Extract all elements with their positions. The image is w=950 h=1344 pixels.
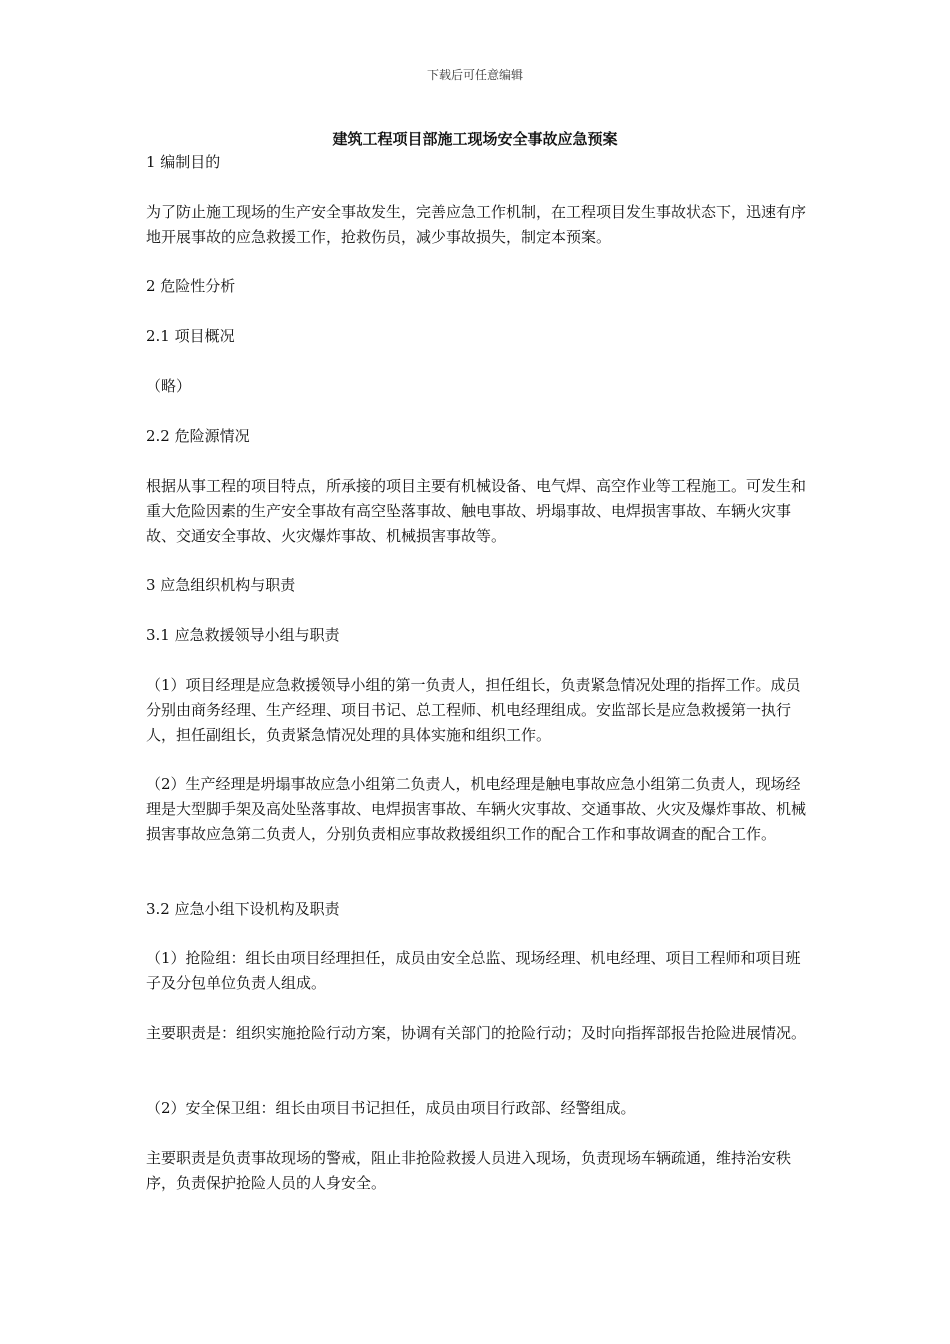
subsection-heading-2-2: 2.2 危险源情况 bbox=[146, 427, 250, 445]
paragraph-rescue-duties: 主要职责是：组织实施抢险行动方案，协调有关部门的抢险行动；及时向指挥部报告抢险进展情况。 bbox=[146, 1024, 807, 1042]
section-heading-3: 3 应急组织机构与职责 bbox=[146, 576, 296, 594]
subsection-heading-3-1: 3.1 应急救援领导小组与职责 bbox=[146, 626, 340, 644]
paragraph-omitted: （略） bbox=[146, 377, 192, 395]
paragraph-leadership-2: （2）生产经理是坍塌事故应急小组第二负责人，机电经理是触电事故应急小组第二负责人，现场经理是大型脚手架及高处坠落事故、电焊损害事故、车辆火灾事故、交通事故、火灾及爆炸事故、机械损害事故应急第二负责人，分别负责相应事故救援组织工作的配合工作和事故调查的配合工作。 bbox=[146, 775, 807, 843]
section-heading-1: 1 编制目的 bbox=[146, 153, 221, 171]
document-title: 建筑工程项目部施工现场安全事故应急预案 bbox=[332, 130, 618, 148]
subsection-heading-3-2: 3.2 应急小组下设机构及职责 bbox=[146, 900, 340, 918]
paragraph-hazards: 根据从事工程的项目特点，所承接的项目主要有机械设备、电气焊、高空作业等工程施工。可发生和重大危险因素的生产安全事故有高空坠落事故、触电事故、坍塌事故、电焊损害事故、车辆火灾事故、交通安全事故、火灾爆炸事故、机械损害事故等。 bbox=[146, 477, 807, 545]
paragraph-leadership-1: （1）项目经理是应急救援领导小组的第一负责人，担任组长，负责紧急情况处理的指挥工作。成员分别由商务经理、生产经理、项目书记、总工程师、机电经理组成。安监部长是应急救援第一执行人，担任副组长，负责紧急情况处理的具体实施和组织工作。 bbox=[146, 676, 801, 744]
subsection-heading-2-1: 2.1 项目概况 bbox=[146, 327, 235, 345]
paragraph-rescue-group: （1）抢险组：组长由项目经理担任，成员由安全总监、现场经理、机电经理、项目工程师和项目班子及分包单位负责人组成。 bbox=[146, 949, 801, 992]
paragraph-security-duties: 主要职责是负责事故现场的警戒，阻止非抢险救援人员进入现场，负责现场车辆疏通，维持治安秩序，负责保护抢险人员的人身安全。 bbox=[146, 1149, 792, 1192]
header-note: 下载后可任意编辑 bbox=[426, 68, 523, 82]
paragraph-purpose: 为了防止施工现场的生产安全事故发生，完善应急工作机制，在工程项目发生事故状态下，迅速有序地开展事故的应急救援工作，抢救伤员，减少事故损失，制定本预案。 bbox=[146, 203, 807, 246]
section-heading-2: 2 危险性分析 bbox=[146, 277, 236, 295]
paragraph-security-group: （2）安全保卫组：组长由项目书记担任，成员由项目行政部、经警组成。 bbox=[146, 1099, 636, 1117]
